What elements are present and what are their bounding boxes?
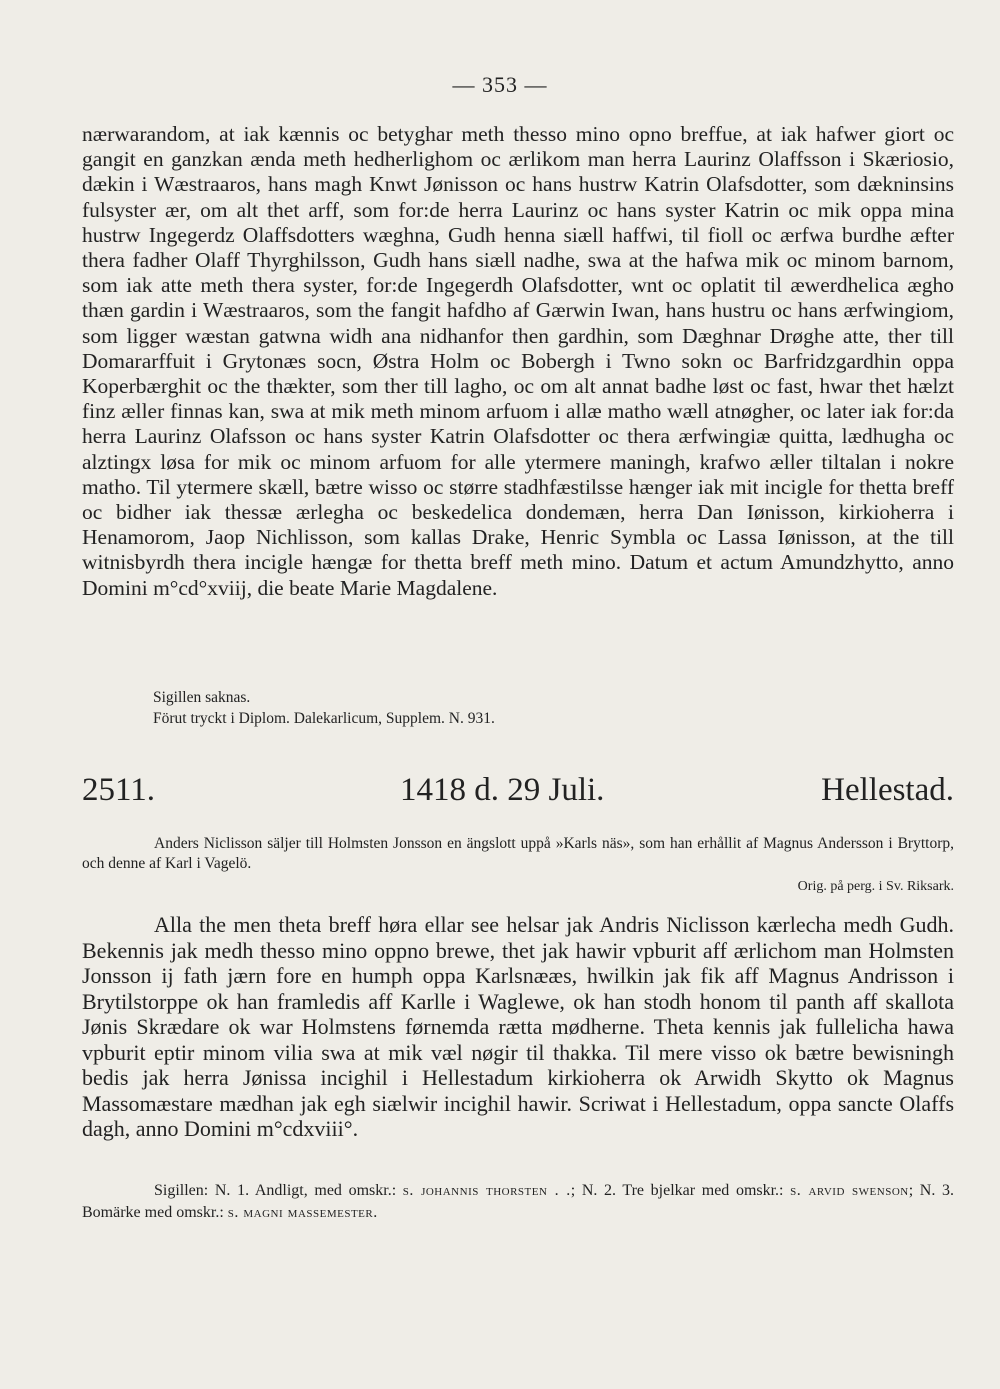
- document-place: Hellestad.: [821, 772, 954, 808]
- document-summary: Anders Niclisson säljer till Holmsten Jonsson en ängslott uppå »Karls näs», som han erhållit af Magnus Andersson i Bryttorp, och denne af Karl i Vagelö.: [82, 835, 954, 872]
- seal-legend-1: s. johannis thorsten . .: [402, 1182, 571, 1199]
- document-source: Orig. på perg. i Sv. Riksark.: [797, 879, 954, 894]
- previous-document-text: nærwarandom, at iak kænnis oc betyghar meth thesso mino opno breffue, at iak hafwer giort oc gangit en ganzkan ænda meth hedherlighom oc ærlikom man herra Laurinz Olaffsson i Skæriosio, dækin i Wæstraaros, hans magh Knwt Jønisson oc hans hustrw Katrin Olafsdotter, som dækninsins fulsyster ær, om alt thet arff, som for:de herra Laurinz oc hans syster Katrin oc mik oppa mina hustrw Ingegerdz Olaffsdotters wæghna, Gudh henna siæll haffwi, til fioll oc ærfwa burdhe æfter thera fadher Olaff Thyrghilsson, Gudh hans siæll nadhe, swa at the hafwa mik oc minom barnom, som iak atte meth thera syster, for:de Ingegerdh Olafsdotter, wnt oc oplatit til æwerdhelica ægho thæn gardin i Wæstraaros, som the fangit hafdho af Gærwin Iwan, hans hustru oc hans ærfwingiom, som ligger wæstan gatwna widh ana nidhanfor then gardhin, som Dæghnar Drøghe atte, ther till Domararffuit i Grytonæs socn, Østra Holm oc Bobergh i Twno sokn oc Barfridzgardhin oppa Koperbærghit oc the thækter, som ther till lagho, oc om alt annat badhe løst oc fast, hwar thet hælzt finz æller finnas kan, swa at mik meth minom arfuom i allæ matho wæll atnøgher, oc later iak for:da herra Laurinz Olafsson oc hans syster Katrin Olafsdotter oc thera ærfwingiæ quitta, lædhugha oc alztingx løsa for mik oc minom arfuom for alle ytermere maningh, krafwo æller tiltalan i nokre matho. Til ytermere skæll, bætre wisso oc større stadhfæstilsse hænger iak mit incigle for thetta breff oc bidher iak thessæ ærlegha oc beskedelica dondemæn, herra Dan Iønisson, kirkioherra i Henamorom, Jaop Nichlisson, som kallas Drake, Henric Symbla oc Lassa Iønisson, at the till witnisbyrdh thera incigle hængæ for thetta breff meth mino. Datum et actum Amundzhytto, anno Domini m°cd°xviij, die beate Marie Magdalene.: [82, 122, 954, 600]
- seal-legend-2: s. arvid swenson: [790, 1182, 909, 1199]
- previous-document-body: [82, 122, 954, 601]
- seal-legend-3: s. magni massemester: [227, 1204, 374, 1221]
- page-number: — 353 —: [452, 72, 548, 97]
- seal-lead: Sigillen: N. 1. Andligt, med omskr.:: [154, 1182, 397, 1199]
- document-number: 2511.: [82, 772, 156, 808]
- document-body: [82, 912, 954, 1142]
- document-date: 1418 d. 29 Juli.: [400, 772, 605, 808]
- printed-reference: Förut tryckt i Diplom. Dalekarlicum, Supplem. N. 931.: [153, 710, 495, 727]
- seal-end: .: [373, 1204, 378, 1221]
- seal-middle-1: ; N. 2. Tre bjelkar med omskr.:: [570, 1182, 784, 1199]
- previous-seal-note: Sigillen saknas.: [153, 689, 251, 706]
- document-header: [82, 770, 954, 814]
- document-text: Alla the men theta breff høra ellar see helsar jak Andris Niclisson kærlecha medh Gudh. Bekennis jak medh thesso mino oppno brewe, thet jak hawir vpburit aff ærlichom man Holmsten Jonsson ij fath jærn fore en humph oppa Karlsnææs, hwilkin jak fik aff Magnus Andrisson i Brytilstorppe ok han framledis aff Karlle i Waglewe, ok han stodh honom til panth aff skallota Jønis Skrædare ok war Holmstens førnemda rætta mødherne. Theta kennis jak fullelicha hawa vpburit eptir minom vilia swa at mik væl nøgir til thakka. Til mere visso ok bætre bewisningh bedis jak herra Jønissa incighil i Hellestadum kirkioherra ok Arwidh Skytto ok Magnus Massomæstare mædhan jak egh siælwir incighil hawir. Scriwat i Hellestadum, oppa sancte Olaffs dagh, anno Domini m°cdxviii°.: [82, 912, 954, 1141]
- seal-description: [82, 1180, 954, 1224]
- seal-middle-2: ; N. 3. Bomärke med omskr.:: [82, 1182, 955, 1221]
